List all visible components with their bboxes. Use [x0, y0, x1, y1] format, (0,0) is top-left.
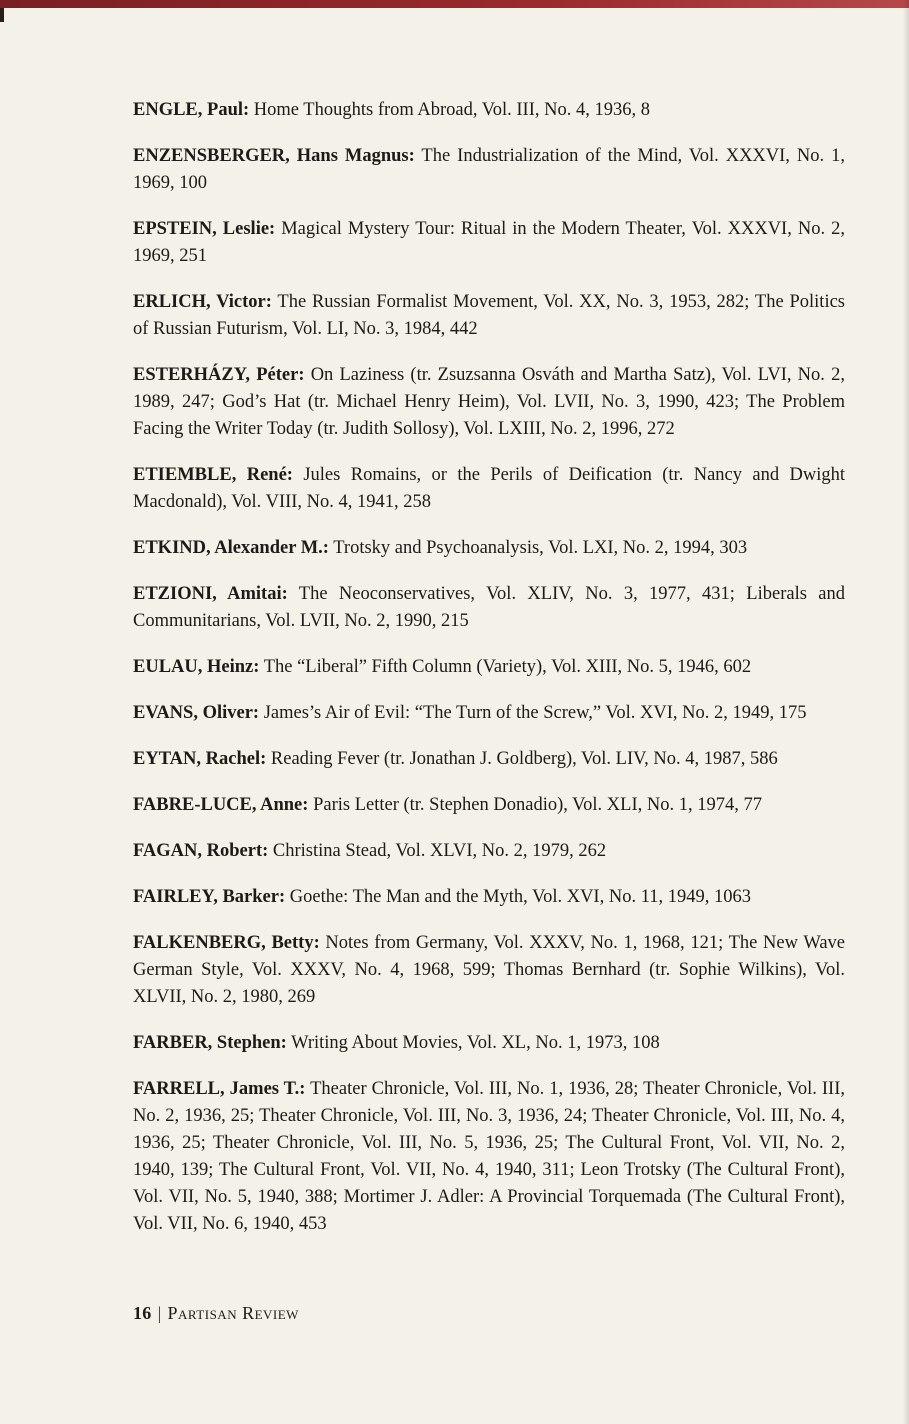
- index-entry: [133, 792, 845, 819]
- entry-citations: Christina Stead, Vol. XLVI, No. 2, 1979, 262: [268, 841, 607, 861]
- entry-citations: Theater Chronicle, Vol. III, No. 1, 1936, 28; Theater Chronicle, Vol. III, No. 2, 1936, 25; Theater Chronicle, Vol. III, No. 3, 1936, 24; Theater Chronicle, Vol. III, No. 4, 1936, 25; Theater Chronicle, Vol. III, No. 5, 1936, 25; The Cultural Front, Vol. VII, No. 2, 1940, 139; The Cultural Front, Vol. VII, No. 4, 1940, 311; Leon Trotsky (The Cultural Front), Vol. VII, No. 5, 1940, 388; Mortimer J. Adler: A Provincial Torquemada (The Cultural Front), Vol. VII, No. 6, 1940, 453: [133, 1079, 846, 1234]
- entry-citations: Reading Fever (tr. Jonathan J. Goldberg), Vol. LIV, No. 4, 1987, 586: [266, 749, 778, 769]
- journal-title: Partisan Review: [167, 1303, 299, 1323]
- entry-citations: The Industrialization of the Mind, Vol. XXXVI, No. 1, 1969, 100: [133, 146, 846, 193]
- index-entry: [133, 838, 845, 865]
- page-number: 16: [133, 1303, 152, 1323]
- author-name: ETZIONI, Amitai:: [133, 584, 288, 604]
- author-name: ETIEMBLE, René:: [133, 465, 293, 485]
- footer-separator: |: [157, 1303, 162, 1323]
- entry-citations: Home Thoughts from Abroad, Vol. III, No. 4, 1936, 8: [249, 100, 650, 120]
- author-name: ERLICH, Victor:: [133, 292, 272, 312]
- author-name: FARBER, Stephen:: [133, 1033, 287, 1053]
- entry-citations: Jules Romains, or the Perils of Deification (tr. Nancy and Dwight Macdonald), Vol. VIII, No. 4, 1941, 258: [133, 465, 845, 512]
- author-name: ENZENSBERGER, Hans Magnus:: [133, 146, 415, 166]
- index-entry: [133, 1030, 845, 1057]
- entry-citations: The “Liberal” Fifth Column (Variety), Vol. XIII, No. 5, 1946, 602: [259, 657, 752, 677]
- entry-citations: On Laziness (tr. Zsuzsanna Osváth and Martha Satz), Vol. LVI, No. 2, 1989, 247; God’s Hat (tr. Michael Henry Heim), Vol. LVII, No. 3, 1990, 423; The Problem Facing the Writer Today (tr. Judith Sollosy), Vol. LXIII, No. 2, 1996, 272: [133, 365, 845, 439]
- index-entry: [133, 216, 845, 270]
- author-name: FALKENBERG, Betty:: [133, 933, 320, 953]
- entry-citations: Notes from Germany, Vol. XXXV, No. 1, 1968, 121; The New Wave German Style, Vol. XXXV, No. 4, 1968, 599; Thomas Bernhard (tr. Sophie Wilkins), Vol. XLVII, No. 2, 1980, 269: [133, 933, 845, 1007]
- author-name: EVANS, Oliver:: [133, 703, 260, 723]
- entry-citations: James’s Air of Evil: “The Turn of the Screw,” Vol. XVI, No. 2, 1949, 175: [259, 703, 807, 723]
- author-name: FABRE-LUCE, Anne:: [133, 795, 309, 815]
- index-entry: [133, 535, 845, 562]
- author-name: FAGAN, Robert:: [133, 841, 269, 861]
- index-entry: [133, 884, 845, 911]
- index-entry: [133, 289, 845, 343]
- index-entry: [133, 700, 845, 727]
- author-name: EPSTEIN, Leslie:: [133, 219, 276, 239]
- index-entries: [133, 97, 845, 1238]
- entry-citations: Paris Letter (tr. Stephen Donadio), Vol. XLI, No. 1, 1974, 77: [308, 795, 762, 815]
- index-entry: [133, 930, 845, 1011]
- entry-citations: The Neoconservatives, Vol. XLIV, No. 3, 1977, 431; Liberals and Communitarians, Vol. LVII, No. 2, 1990, 215: [133, 584, 845, 631]
- author-name: FARRELL, James T.:: [133, 1079, 306, 1099]
- entry-citations: Goethe: The Man and the Myth, Vol. XVI, No. 11, 1949, 1063: [285, 887, 752, 907]
- top-edge-mark: [0, 8, 4, 22]
- author-name: ENGLE, Paul:: [133, 100, 250, 120]
- entry-citations: The Russian Formalist Movement, Vol. XX, No. 3, 1953, 282; The Politics of Russian Futurism, Vol. LI, No. 3, 1984, 442: [133, 292, 845, 339]
- index-entry: [133, 1076, 845, 1238]
- author-name: ETKIND, Alexander M.:: [133, 538, 329, 558]
- author-name: FAIRLEY, Barker:: [133, 887, 286, 907]
- author-name: EULAU, Heinz:: [133, 657, 260, 677]
- index-entry: [133, 143, 845, 197]
- index-entry: [133, 581, 845, 635]
- index-entry: [133, 654, 845, 681]
- index-entry: [133, 462, 845, 516]
- author-name: ESTERHÁZY, Péter:: [133, 365, 305, 385]
- top-color-rule: [0, 0, 909, 8]
- page-edge-shadow: [903, 0, 909, 1424]
- entry-citations: Trotsky and Psychoanalysis, Vol. LXI, No. 2, 1994, 303: [328, 538, 748, 558]
- author-name: EYTAN, Rachel:: [133, 749, 267, 769]
- index-entry: [133, 97, 845, 124]
- entry-citations: Magical Mystery Tour: Ritual in the Modern Theater, Vol. XXXVI, No. 2, 1969, 251: [133, 219, 845, 266]
- page-footer: [133, 1303, 299, 1324]
- index-entry: [133, 362, 845, 443]
- entry-citations: Writing About Movies, Vol. XL, No. 1, 1973, 108: [286, 1033, 660, 1053]
- index-entry: [133, 746, 845, 773]
